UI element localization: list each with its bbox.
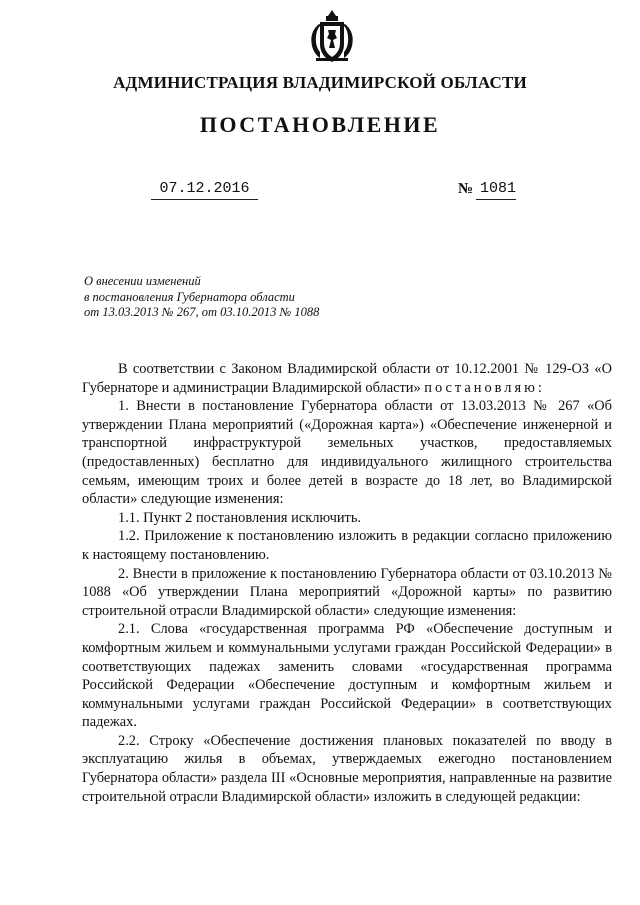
subject-line: О внесении изменений [84,274,201,288]
resolve-word: постановляю: [424,379,545,396]
subject-line: от 13.03.2013 № 267, от 03.10.2013 № 1088 [84,305,320,319]
agency-name: АДМИНИСТРАЦИЯ ВЛАДИМИРСКОЙ ОБЛАСТИ [113,73,527,92]
paragraph-2: 2. Внести в приложение к постановлению Губернатора области от 03.10.2013 № 1088 «Об утверждении Плана мероприятий «Дорожной карты» по развитию строительной отрасли Владимирской области» следующие изменения: [82,565,612,619]
coat-of-arms-icon [302,8,362,66]
document-subject [84,274,384,321]
number-underline [476,199,516,200]
subject-line: в постановления Губернатора области [84,289,295,304]
paragraph-1-2: 1.2. Приложение к постановлению изложить в редакции согласно приложению к настоящему постановлению. [82,528,612,563]
paragraph-2-1: 2.1. Слова «государственная программа РФ «Обеспечение доступным и комфортным жильем и коммунальными услугами граждан Российской Федерации» в соответствующих падежах заменить словами «государственная программа Российской Федерации «Обеспечение доступным и комфортным жильем и коммунальными услугами граждан Российской Федерации» в соответствующих падежах. [82,621,612,731]
document-number: 1081 [480,180,517,197]
preamble-paragraph [82,360,612,397]
document-type: ПОСТАНОВЛЕНИЕ [199,112,441,137]
paragraph-1-1: 1.1. Пункт 2 постановления исключить. [118,509,361,526]
number-label: № [458,181,474,197]
paragraph-2-2: 2.2. Строку «Обеспечение достижения плановых показателей по вводу в эксплуатацию жилья в объемах, утверждаемых ежегодно постановлением Губернатора области» раздела III «Основные мероприятия, направленные на развитие строительной отрасли Владимирской области» изложить в следующей редакции: [82,732,612,805]
document-body [82,360,612,806]
document-date: 07.12.2016 [159,180,250,197]
paragraph-1: 1. Внести в постановление Губернатора области от 13.03.2013 № 267 «Об утверждении Плана мероприятий («Дорожная карта») «Обеспечение инженерной и транспортной инфраструктурой земельных участков, предоставляемых (предоставленных) бесплатно для индивидуального жилищного строительства семьям, имеющим троих и более детей в возрасте до 18 лет, во Владимирской области» следующие изменения: [82,398,612,508]
preamble-text: В соответствии с Законом Владимирской области от 10.12.2001 № 129-ОЗ «О Губернаторе и администрации Владимирской области» [82,361,612,396]
date-underline [151,199,258,200]
